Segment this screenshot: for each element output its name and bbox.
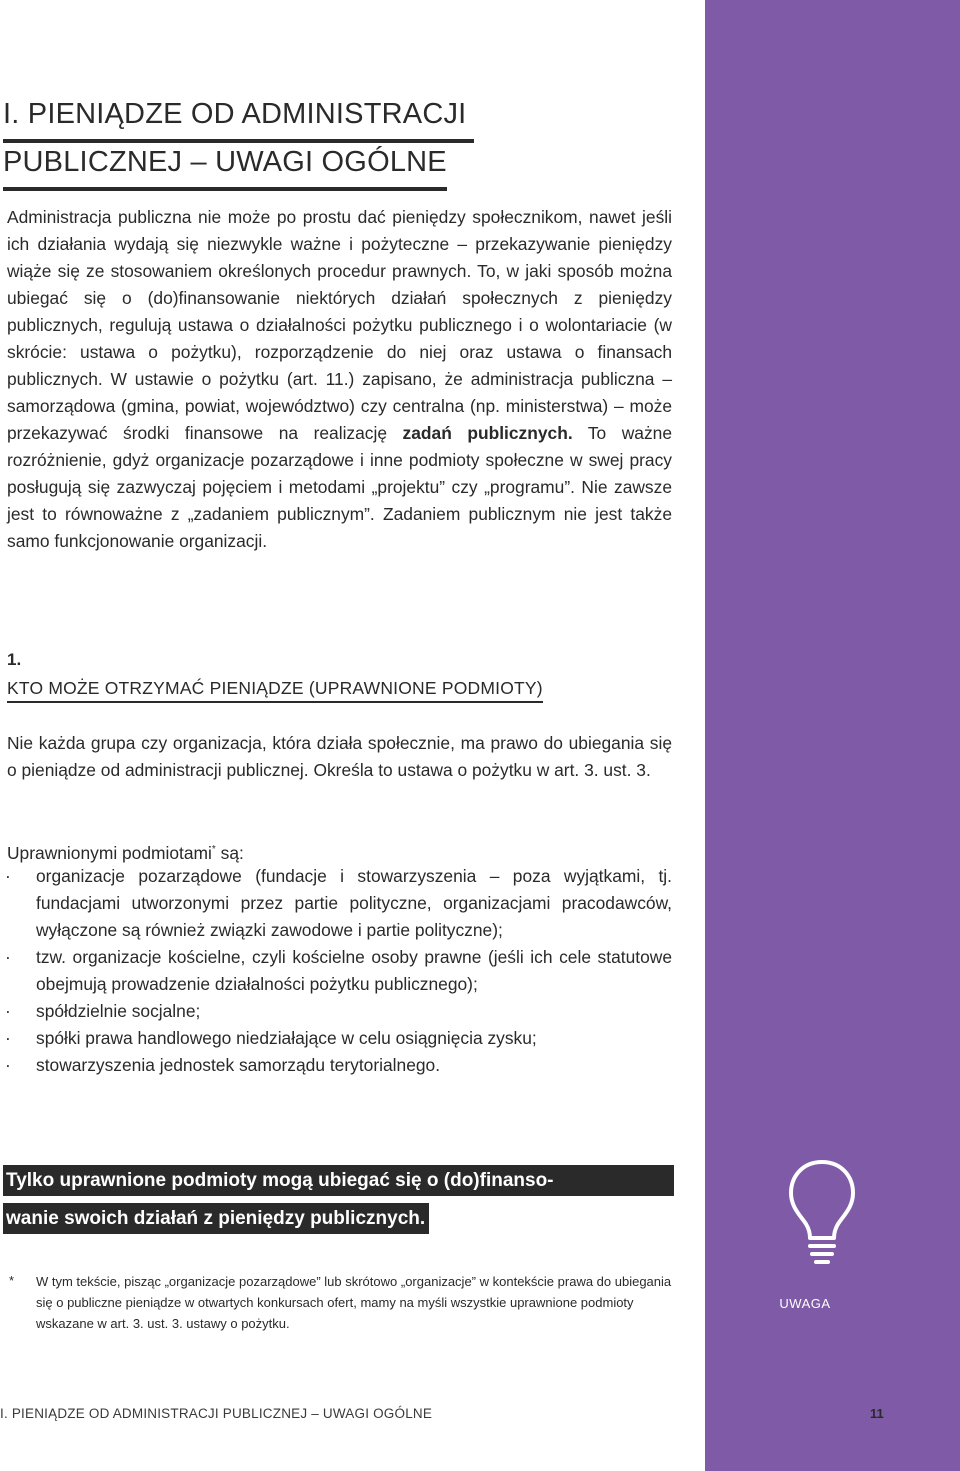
chapter-title-line-2: PUBLICZNEJ – UWAGI OGÓLNE — [3, 145, 447, 191]
list-item: · stowarzyszenia jednostek samorządu terytorialnego. — [5, 1055, 441, 1075]
footnote-mark: * — [9, 1273, 15, 1288]
chapter-title-line-1: I. PIENIĄDZE OD ADMINISTRACJI — [3, 97, 474, 143]
running-footer: I. PIENIĄDZE OD ADMINISTRACJI PUBLICZNEJ – UWAGI OGÓLNE — [0, 1406, 433, 1421]
intro-paragraph: Administracja publiczna nie może po prostu dać pieniędzy społecznikom, nawet jeśli ich działania wydają się niezwykle ważne i pożyteczne – przekazywanie pieniędzy wiąże się ze stosowaniem określonych procedur prawnych. To, w jaki sposób można ubiegać się o (do)finansowanie niektórych działań społecznych z pieniędzy publicznych, regulują ustawa o działalności pożytku publicznego i o wolontariacie (w skrócie: ustawa o pożytku), rozporządzenie do niej oraz ustawa o finansach publicznych. W ustawie o pożytku (art. 11.) zapisano, że administracja publiczna – samorządowa (gmina, powiat, województwo) czy centralna (np. ministerstwa) – może przekazywać środki finansowe na realizację zadań publicznych. To ważne rozróżnienie, gdyż organizacje pozarządowe i inne podmioty społeczne w swej pracy posługują się zazwyczaj pojęciem i metodami „projektu” czy „programu”. Nie zawsze jest to równoważne z „zadaniem publicznym”. Zadaniem publicznym nie jest także samo funkcjonowanie organizacji. — [7, 207, 672, 551]
lightbulb-icon — [787, 1158, 857, 1268]
section-paragraph: Nie każda grupa czy organizacja, która działa społecznie, ma prawo do ubiegania się o pieniądze od administracji publicznej. Określa to ustawa o pożytku w art. 3. ust. 3. — [7, 733, 672, 780]
list-intro: Uprawnionymi podmiotami* są: — [7, 842, 244, 863]
highlight-line-1: Tylko uprawnione podmioty mogą ubiegać się o (do)finanso- — [3, 1165, 674, 1196]
list-item: · spółdzielnie socjalne; — [5, 1001, 201, 1021]
list-item: · tzw. organizacje kościelne, czyli kościelne osoby prawne (jeśli ich cele statutowe obejmują prowadzenie działalności pożytku publicznego); — [5, 947, 672, 994]
section-title: KTO MOŻE OTRZYMAĆ PIENIĄDZE (UPRAWNIONE PODMIOTY) — [7, 678, 543, 703]
list-item: · organizacje pozarządowe (fundacje i stowarzyszenia – poza wyjątkami, tj. fundacjami utworzonymi przez partie polityczne, organizacjami pracodawców, wyłączone są również związki zawodowe i partie polityczne); — [5, 866, 672, 940]
section-number: 1. — [7, 650, 22, 669]
footnote-text: W tym tekście, pisząc „organizacje pozarządowe” lub skrótowo „organizacje” w kontekście prawa do ubiegania się o publiczne pieniądze w otwartych konkursach ofert, mamy na myśli wszystkie uprawnione podmioty wskazane w art. 3. ust. 3. ustawy o pożytku. — [36, 1274, 672, 1331]
uwaga-label: UWAGA — [779, 1296, 831, 1311]
page-number: 11 — [870, 1406, 884, 1421]
highlight-line-2: wanie swoich działań z pieniędzy publicznych. — [3, 1203, 429, 1234]
list-item: · spółki prawa handlowego niedziałające w celu osiągnięcia zysku; — [5, 1028, 537, 1048]
eligible-entities-list — [5, 863, 672, 1079]
